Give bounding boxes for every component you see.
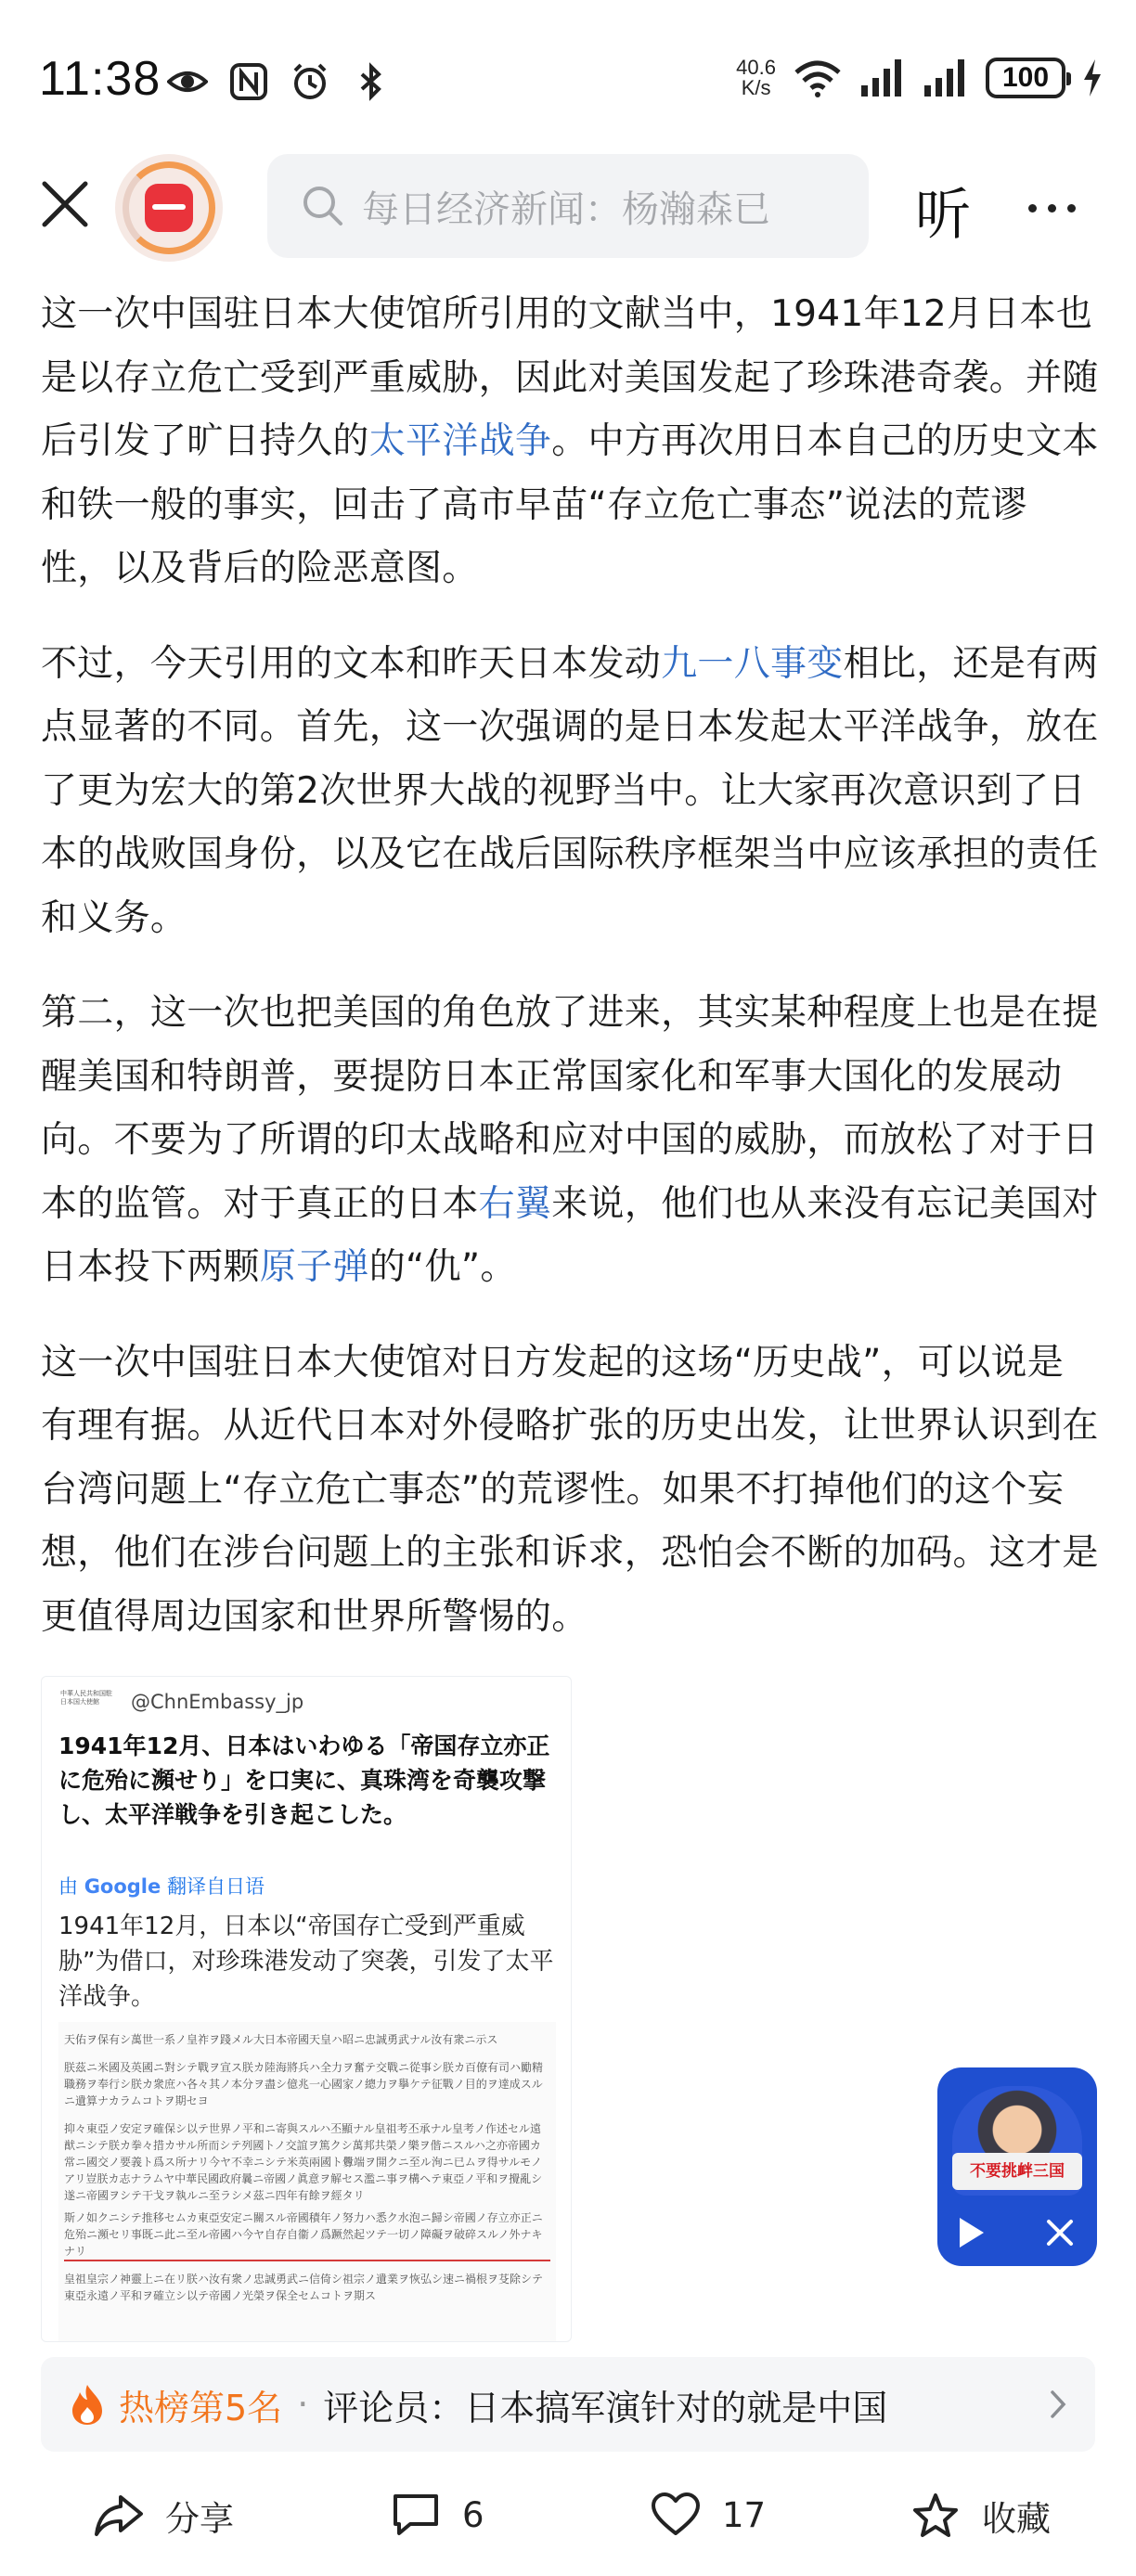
google-logo: Google [84, 1875, 161, 1898]
close-video-icon[interactable] [1043, 2216, 1077, 2249]
embed-japanese-text: 1941年12月、日本はいわゆる「帝国存立亦正に危殆に瀕せり」を口実に、真珠湾を奇襲攻撃し、太平洋戦争を引き起こした。 [58, 1732, 550, 1828]
bottom-action-bar [0, 2459, 1136, 2576]
eye-icon [167, 61, 208, 102]
more-dot [1067, 204, 1076, 213]
hot-separator: · [297, 2384, 309, 2425]
search-icon [301, 184, 345, 228]
p1-text-after: 。中方再次用日本自己的历史文本和铁一般的事实，回击了高市早苗“存立危亡事态”说法的荒谬性，以及背后的险恶意图。 [41, 420, 1099, 589]
translate-label: 翻译自日语 [166, 1875, 265, 1898]
share-icon [93, 2492, 145, 2540]
status-right-icons [736, 58, 1103, 98]
share-button[interactable] [93, 2491, 234, 2541]
historical-document-image [58, 2022, 556, 2342]
more-options-icon[interactable] [1028, 204, 1076, 213]
p1-text-before: 这一次中国驻日本大使馆所引用的文献当中，1941年12月日本也是以存立危亡受到严重威胁，因此对美国发起了珍珠港奇袭。并随后引发了旷日持久的 [41, 293, 1099, 462]
chevron-right-icon [1049, 2389, 1067, 2420]
favorite-label: 收藏 [982, 2499, 1051, 2539]
embed-translate-note [58, 1872, 265, 1900]
embed-header [60, 1690, 303, 1714]
p3-text-middle: 来说，他们也从来没有忘记美国对日本投下两颗 [41, 1182, 1099, 1288]
floating-video-player[interactable] [937, 2067, 1097, 2266]
doc-line: 天佑ヲ保有シ萬世一系ノ皇祚ヲ踐メル大日本帝國天皇ハ昭ニ忠誠勇武ナル汝有衆ニ示ス [64, 2033, 498, 2046]
heart-icon [650, 2491, 702, 2539]
status-left-icons [167, 61, 392, 102]
signal-icon [859, 58, 906, 98]
top-nav [0, 148, 1136, 264]
video-banner: 不要挑衅三国 [952, 2153, 1082, 2190]
embed-chinese-text: 1941年12月，日本以“帝国存亡受到严重威胁”为借口，对珍珠港发动了突袭，引发了太平洋战争。 [58, 1913, 554, 2011]
comment-count: 6 [462, 2494, 484, 2535]
signal-icon-2 [923, 58, 969, 98]
more-dot [1028, 204, 1037, 213]
share-label: 分享 [165, 2499, 234, 2539]
embedded-tweet-image[interactable] [41, 1676, 572, 2342]
alarm-icon [290, 61, 330, 102]
hot-rank: 热榜第5名 [119, 2387, 283, 2428]
p3-text-after: 的“仇”。 [368, 1246, 517, 1288]
hot-headline: 评论员：日本搞军演针对的就是中国 [323, 2387, 888, 2428]
embassy-seal: 中華人民共和国駐日本国大使館 [60, 1690, 112, 1706]
link-right-wing[interactable]: 右翼 [478, 1182, 552, 1225]
battery-indicator: 100 [986, 58, 1065, 98]
link-pacific-war[interactable]: 太平洋战争 [368, 420, 552, 462]
like-count: 17 [722, 2494, 767, 2535]
close-icon[interactable] [37, 176, 93, 232]
article-body [41, 283, 1099, 1681]
p2-text-after: 相比，还是有两点显著的不同。首先，这一次强调的是日本发起太平洋战争，放在了更为宏大的第2次世界大战的视野当中。让大家再次意识到了日本的战败国身份，以及它在战后国际秩序框架当中应该承担的责任和义务。 [41, 642, 1099, 939]
star-icon [910, 2492, 962, 2540]
like-button[interactable] [650, 2491, 766, 2539]
app-logo-icon [145, 184, 193, 232]
wifi-icon [793, 58, 843, 98]
article-paragraph-2 [41, 633, 1099, 951]
embed-handle: @ChnEmbassy_jp [131, 1691, 304, 1713]
link-atomic-bomb[interactable]: 原子弹 [259, 1246, 369, 1288]
app-logo[interactable] [115, 154, 223, 262]
p2-text-before: 不过，今天引用的文本和昨天日本发动 [41, 642, 662, 685]
charging-icon [1082, 58, 1103, 98]
p3-text-before: 第二，这一次也把美国的角色放了进来，其实某种程度上也是在提醒美国和特朗普，要提防日本正常国家化和军事大国化的发展动向。不要为了所谓的印太战略和应对中国的威胁，而放松了对于日本的监管。对于真正的日本 [41, 992, 1099, 1225]
doc-line-underlined: 斯ノ如クニシテ推移セムカ東亞安定ニ關スル帝國積年ノ努力ハ悉ク水泡ニ歸シ帝國ノ存立亦正ニ危殆ニ瀕セリ事既ニ此ニ至ル帝國ハ今ヤ自存自衞ノ爲蹶然起ツテ一切ノ障礙ヲ破碎スルノ外ナキナリ [64, 2209, 550, 2261]
play-icon[interactable] [960, 2218, 984, 2248]
status-bar [0, 0, 1136, 162]
translate-by: 由 [58, 1875, 78, 1898]
link-mukden-incident[interactable]: 九一八事变 [661, 642, 844, 685]
bluetooth-icon [351, 61, 392, 102]
status-time: 11:38 [39, 52, 161, 106]
listen-button[interactable]: 听 [915, 183, 971, 248]
article-paragraph-1 [41, 283, 1099, 601]
flame-icon [69, 2383, 106, 2426]
network-speed [736, 58, 776, 98]
search-placeholder: 每日经济新闻：杨瀚森已 [362, 187, 770, 231]
doc-line: 皇祖皇宗ノ神靈上ニ在リ朕ハ汝有衆ノ忠誠勇武ニ信倚シ祖宗ノ遺業ヲ恢弘シ速ニ禍根ヲ芟除シテ東亞永遠ノ平和ヲ確立シ以テ帝國ノ光榮ヲ保全セムコトヲ期ス [64, 2273, 544, 2302]
article-paragraph-4: 这一次中国驻日本大使馆对日方发起的这场“历史战”，可以说是有理有据。从近代日本对外侵略扩张的历史出发，让世界认识到在台湾问题上“存立危亡事态”的荒谬性。如果不打掉他们的这个妄想，他们在涉台问题上的主张和诉求，恐怕会不断的加码。这才是更值得周边国家和世界所警惕的。 [41, 1341, 1099, 1638]
hot-list-banner[interactable] [41, 2357, 1095, 2452]
more-dot [1048, 204, 1056, 213]
article-paragraph-3 [41, 982, 1099, 1300]
comment-button[interactable] [390, 2491, 484, 2539]
nfc-icon [228, 61, 269, 102]
network-speed-unit: K/s [741, 76, 771, 99]
search-box[interactable] [267, 154, 869, 258]
network-speed-value: 40.6 [736, 56, 776, 79]
doc-line: 抑々東亞ノ安定ヲ確保シ以テ世界ノ平和ニ寄與スルハ丕顯ナル皇祖考丕承ナル皇考ノ作述セル遠猷ニシテ朕カ拳々措カサル所而シテ列國トノ交誼ヲ篤クシ萬邦共榮ノ樂ヲ偕ニスルハ之亦帝國カ常ニ國交ノ要義ト爲ス所ナリ今ヤ不幸ニシテ米英兩國ト釁端ヲ開クニ至ル洵ニ已ムヲ得サルモノアリ豈朕カ志ナラムヤ中華民國政府曩ニ帝國ノ眞意ヲ解セス濫ニ事ヲ構ヘテ東亞ノ平和ヲ攪亂シ遂ニ帝國ヲシテ干戈ヲ執ルニ至ラシメ茲ニ四年有餘ヲ經タリ [64, 2122, 543, 2202]
comment-icon [390, 2491, 442, 2539]
favorite-button[interactable] [910, 2491, 1051, 2541]
doc-line: 朕茲ニ米國及英國ニ對シテ戰ヲ宣ス朕カ陸海將兵ハ全力ヲ奮テ交戰ニ從事シ朕カ百僚有司ハ勵精職務ヲ奉行シ朕カ衆庶ハ各々其ノ本分ヲ盡シ億兆一心國家ノ總力ヲ擧ケテ征戰ノ目的ヲ達成スルニ遺算ナカラムコトヲ期セヨ [64, 2061, 544, 2107]
